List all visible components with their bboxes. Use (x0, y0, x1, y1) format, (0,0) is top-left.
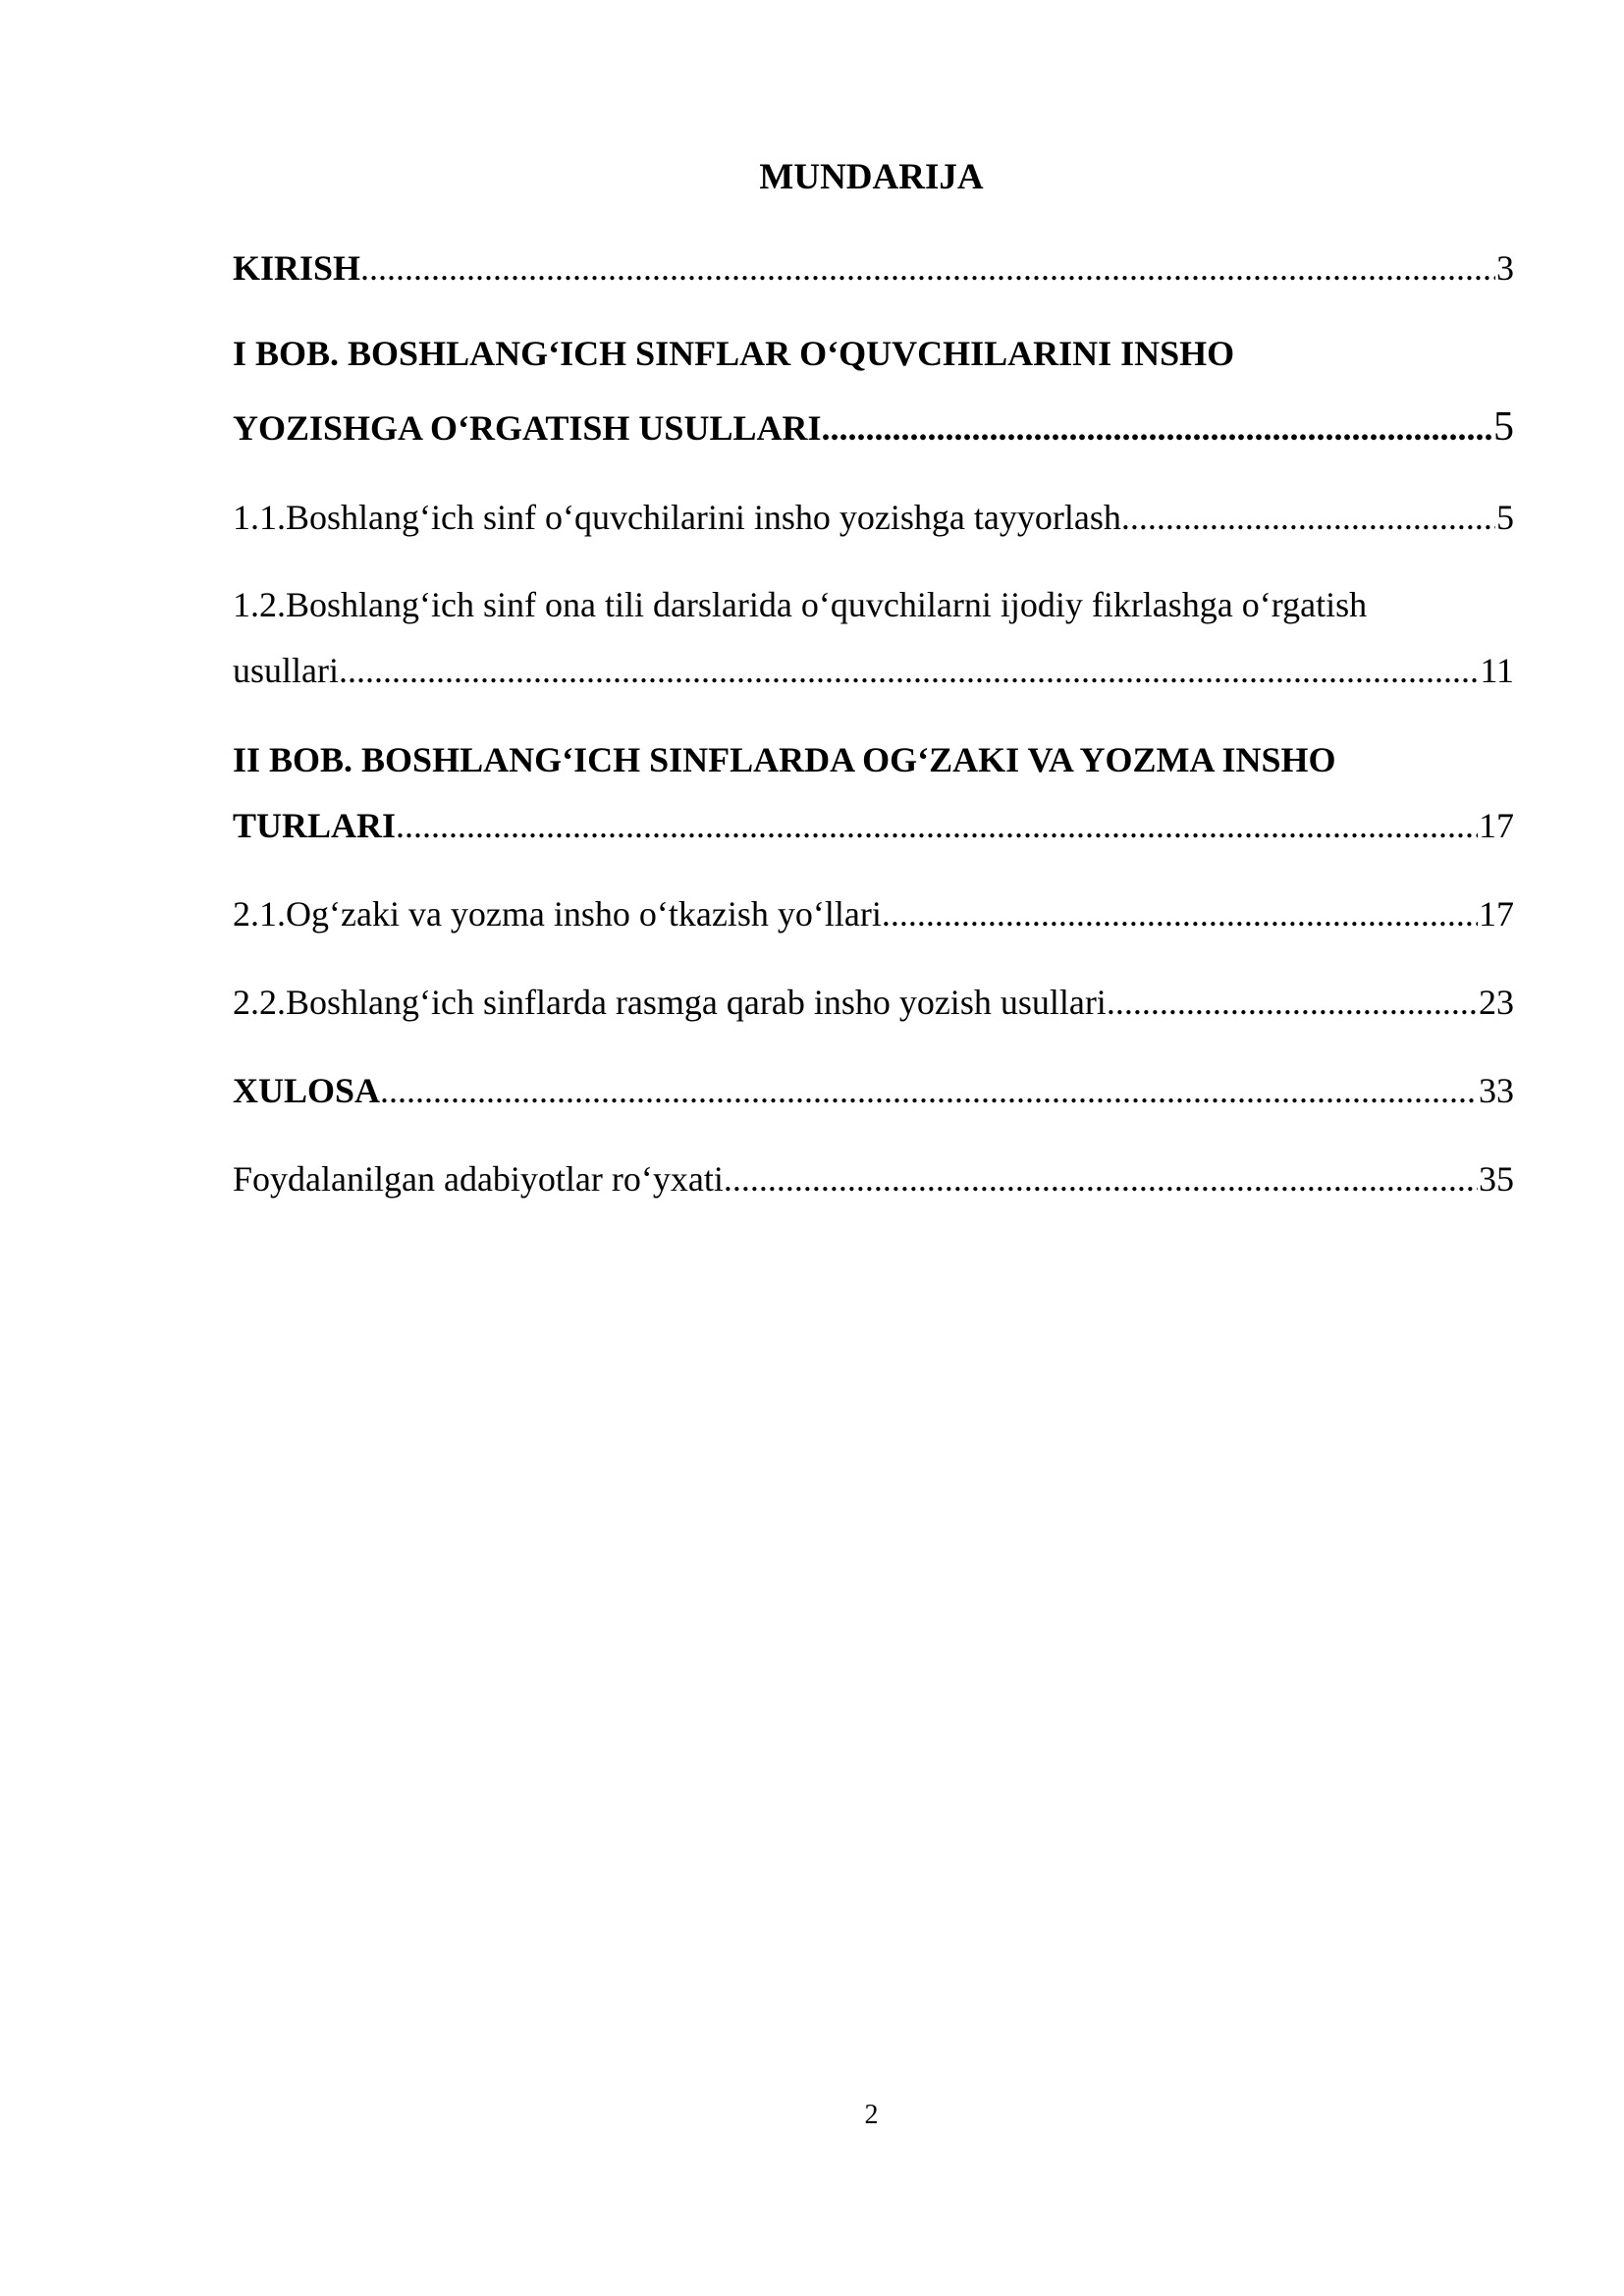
toc-entry-page: 5 (1496, 498, 1514, 537)
toc-leader-dots (724, 1154, 1478, 1203)
toc-entry-page: 3 (1496, 248, 1514, 288)
toc-entry-bob1-line1[interactable]: I BOB. BOSHLANG‘ICH SINFLAR O‘QUVCHILARINI INSHO (233, 334, 1235, 373)
toc-entry-label: TURLARI (233, 806, 397, 845)
toc-entry-label: 2.2.Boshlang‘ich sinflarda rasmga qarab insho yozish usullari (233, 983, 1107, 1022)
toc-entry-1-2[interactable] (233, 646, 1514, 695)
toc-entry-page: 17 (1479, 894, 1514, 934)
toc-leader-dots (1121, 493, 1495, 542)
toc-entry-page: 17 (1479, 806, 1514, 845)
toc-entry-adabiyotlar[interactable] (233, 1154, 1514, 1203)
toc-entry-label: 2.1.Og‘zaki va yozma insho o‘tkazish yo‘llari (233, 894, 882, 934)
toc-entry-bob2-line1[interactable]: II BOB. BOSHLANG‘ICH SINFLARDA OG‘ZAKI VA YOZMA INSHO (233, 740, 1336, 779)
toc-entry-page: 11 (1480, 651, 1514, 690)
toc-entry-1-1[interactable] (233, 493, 1514, 542)
toc-entry-2-1[interactable] (233, 889, 1514, 938)
toc-entry-page: 33 (1479, 1071, 1514, 1110)
toc-leader-dots (821, 403, 1492, 453)
toc-entry-xulosa[interactable] (233, 1066, 1514, 1115)
toc-entry-label: KIRISH (233, 248, 361, 288)
toc-entry-label: Foydalanilgan adabiyotlar ro‘yxati (233, 1159, 724, 1199)
toc-leader-dots (396, 801, 1478, 850)
toc-entry-label: 1.1.Boshlang‘ich sinf o‘quvchilarini insho yozishga tayyorlash (233, 498, 1121, 537)
toc-entry-label: XULOSA (233, 1071, 381, 1110)
toc-leader-dots (339, 646, 1479, 695)
toc-entry-page: 35 (1479, 1159, 1514, 1199)
toc-leader-dots (1107, 978, 1478, 1027)
toc-leader-dots (882, 889, 1478, 938)
toc-entry-bob2[interactable] (233, 801, 1514, 850)
toc-entry-bob1[interactable] (233, 402, 1514, 453)
toc-entry-page: 5 (1493, 404, 1514, 450)
toc-entry-page: 23 (1479, 983, 1514, 1022)
toc-leader-dots (360, 243, 1495, 293)
toc-entry-label: YOZISHGA O‘RGATISH USULLARI (233, 408, 822, 448)
toc-entry-label: usullari (233, 651, 339, 690)
toc-entry-2-2[interactable] (233, 978, 1514, 1027)
toc-entry-kirish[interactable] (233, 243, 1514, 293)
page-number: 2 (864, 2100, 879, 2130)
toc-title: MUNDARIJA (759, 157, 984, 197)
toc-leader-dots (380, 1066, 1478, 1115)
toc-entry-1-2-line1[interactable]: 1.2.Boshlang‘ich sinf ona tili darslarida o‘quvchilarni ijodiy fikrlashga o‘rgatish (233, 585, 1368, 624)
